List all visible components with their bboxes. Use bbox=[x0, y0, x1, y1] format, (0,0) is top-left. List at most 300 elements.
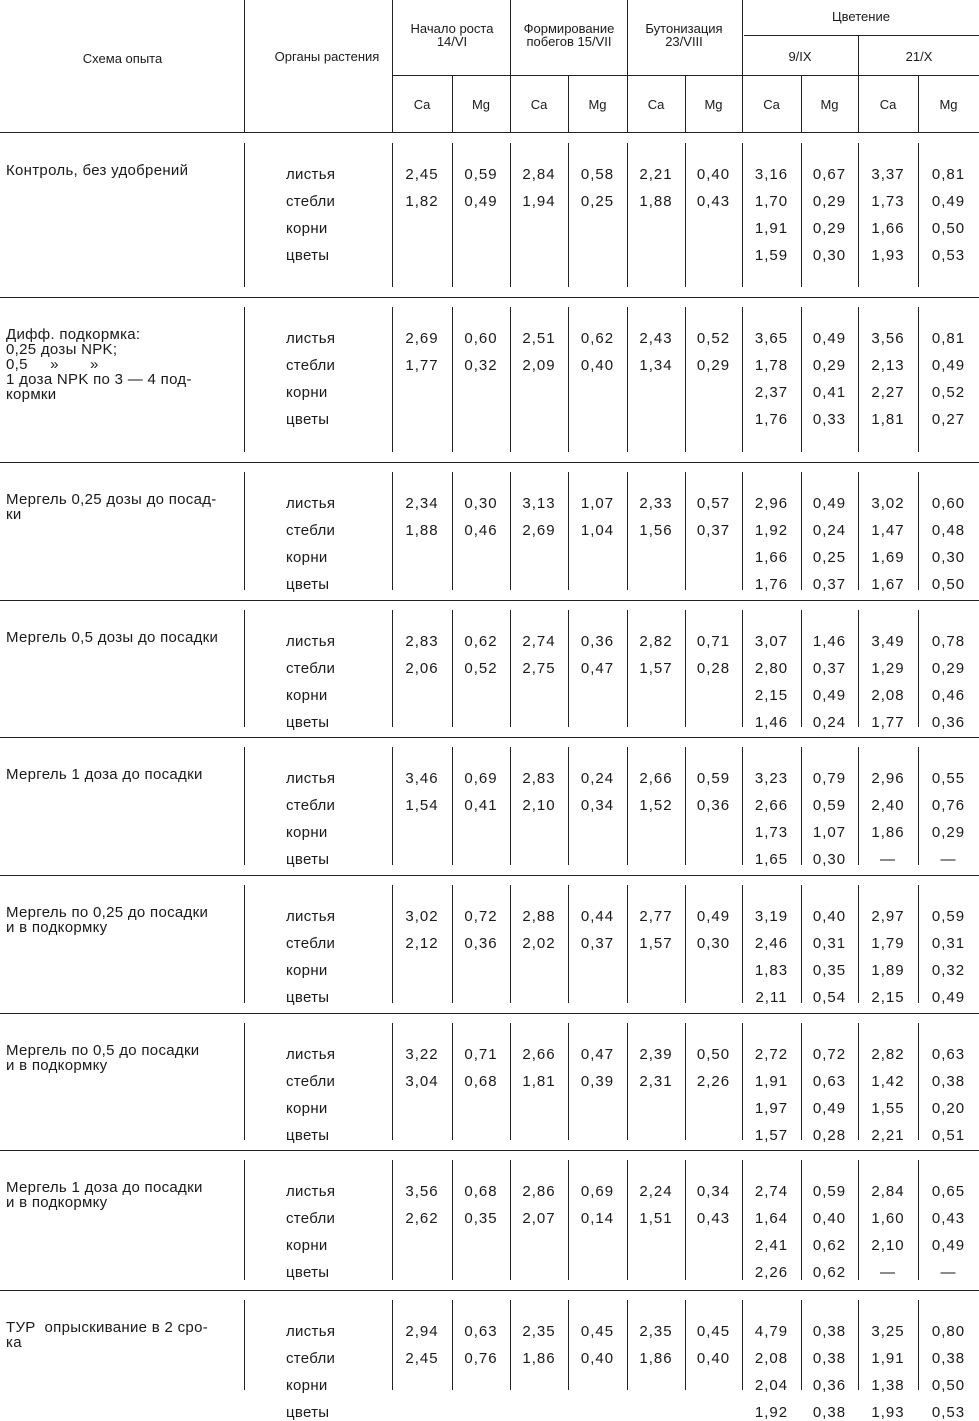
column-divider bbox=[858, 143, 859, 287]
table-cell: 2,15 bbox=[871, 989, 905, 1006]
table-cell: 2,45 bbox=[405, 166, 439, 183]
table-cell: 0,65 bbox=[931, 1183, 966, 1200]
table-cell: 2,26 bbox=[696, 1073, 731, 1090]
table-cell: 0,29 bbox=[812, 357, 847, 374]
scheme-label: Мергель 0,5 дозы до посадки bbox=[6, 629, 219, 646]
table-cell: 0,50 bbox=[931, 1377, 966, 1394]
table-cell: 0,34 bbox=[580, 797, 615, 814]
table-cell: 0,29 bbox=[696, 357, 731, 374]
table-cell: 0,29 bbox=[812, 193, 847, 210]
table-cell: 2,08 bbox=[754, 1350, 789, 1367]
table-cell: 0,63 bbox=[931, 1046, 966, 1063]
table-cell: 1,82 bbox=[405, 193, 439, 210]
table-cell: 1,93 bbox=[871, 247, 905, 264]
column-divider bbox=[392, 1300, 393, 1390]
organ-label: листья bbox=[286, 495, 336, 512]
table-cell: 2,33 bbox=[639, 495, 673, 512]
table-cell: 2,97 bbox=[871, 908, 905, 925]
table-cell: 2,34 bbox=[405, 495, 439, 512]
table-cell: 0,30 bbox=[812, 851, 847, 868]
table-cell: 1,79 bbox=[871, 935, 905, 952]
table-cell: 0,45 bbox=[580, 1323, 615, 1340]
table-cell: 0,25 bbox=[812, 549, 847, 566]
table-cell: 2,45 bbox=[405, 1350, 439, 1367]
table-cell: 3,02 bbox=[871, 495, 905, 512]
table-cell: 0,40 bbox=[580, 1350, 615, 1367]
table-cell: 0,43 bbox=[696, 1210, 731, 1227]
column-divider bbox=[244, 1160, 245, 1280]
organ-label: корни bbox=[286, 1237, 328, 1254]
table-cell: 0,68 bbox=[464, 1073, 498, 1090]
table-cell: 0,57 bbox=[696, 495, 731, 512]
table-cell: 0,51 bbox=[931, 1127, 966, 1144]
organ-label: корни bbox=[286, 1100, 328, 1117]
organ-label: корни bbox=[286, 384, 328, 401]
organ-label: листья bbox=[286, 1183, 336, 1200]
table-cell: 2,51 bbox=[522, 330, 556, 347]
table-cell: 3,16 bbox=[754, 166, 789, 183]
table-cell: 0,36 bbox=[464, 935, 498, 952]
table-cell: 0,55 bbox=[931, 770, 966, 787]
table-cell: 1,69 bbox=[871, 549, 905, 566]
header-divider bbox=[742, 0, 743, 132]
column-divider bbox=[510, 307, 511, 452]
table-cell: 1,57 bbox=[754, 1127, 789, 1144]
table-cell: 2,40 bbox=[871, 797, 905, 814]
organ-label: цветы bbox=[286, 714, 330, 731]
column-divider bbox=[742, 143, 743, 287]
table-cell: 0,63 bbox=[464, 1323, 498, 1340]
column-divider bbox=[568, 1300, 569, 1390]
table-cell: 2,06 bbox=[405, 660, 439, 677]
column-divider bbox=[685, 1300, 686, 1390]
table-cell: 2,10 bbox=[522, 797, 556, 814]
table-cell: 0,60 bbox=[464, 330, 498, 347]
table-cell: 2,84 bbox=[871, 1183, 905, 1200]
table-cell: 0,49 bbox=[931, 989, 966, 1006]
table-cell: 0,49 bbox=[812, 330, 847, 347]
table-cell: 1,97 bbox=[754, 1100, 789, 1117]
column-divider bbox=[801, 307, 802, 452]
subheader-mg: Mg bbox=[704, 97, 723, 112]
column-divider bbox=[244, 143, 245, 287]
table-cell: 0,33 bbox=[812, 411, 847, 428]
column-divider bbox=[244, 610, 245, 727]
group-separator bbox=[0, 1290, 979, 1291]
organ-label: стебли bbox=[286, 935, 336, 952]
table-cell: 0,40 bbox=[696, 1350, 731, 1367]
table-cell: 0,32 bbox=[464, 357, 498, 374]
table-cell: 0,79 bbox=[812, 770, 847, 787]
table-cell: 0,72 bbox=[812, 1046, 847, 1063]
table-cell: 1,77 bbox=[871, 714, 905, 731]
table-cell: 0,40 bbox=[812, 1210, 847, 1227]
organ-label: листья bbox=[286, 166, 336, 183]
table-cell: 2,02 bbox=[522, 935, 556, 952]
table-cell: 1,57 bbox=[639, 935, 673, 952]
table-cell: 0,59 bbox=[464, 166, 498, 183]
table-cell: 0,41 bbox=[464, 797, 498, 814]
group-separator bbox=[0, 737, 979, 738]
organ-label: стебли bbox=[286, 660, 336, 677]
table-cell: 3,23 bbox=[754, 770, 789, 787]
organ-label: цветы bbox=[286, 989, 330, 1006]
table-cell: 1,07 bbox=[812, 824, 847, 841]
table-cell: 3,19 bbox=[754, 908, 789, 925]
table-cell: 1,59 bbox=[754, 247, 789, 264]
column-divider bbox=[244, 747, 245, 865]
table-cell: 3,02 bbox=[405, 908, 439, 925]
table-cell: 1,34 bbox=[639, 357, 673, 374]
header-rule-bottom bbox=[0, 132, 979, 133]
table-cell: 0,27 bbox=[931, 411, 966, 428]
scheme-label: Контроль, без удобрений bbox=[6, 162, 189, 179]
table-cell: 2,74 bbox=[522, 633, 556, 650]
table-cell: 0,28 bbox=[696, 660, 731, 677]
table-cell: 1,93 bbox=[871, 1404, 905, 1421]
table-cell: 2,94 bbox=[405, 1323, 439, 1340]
table-cell: 1,65 bbox=[754, 851, 789, 868]
table-cell: 0,59 bbox=[812, 1183, 847, 1200]
organ-label: стебли bbox=[286, 357, 336, 374]
table-cell: 2,09 bbox=[522, 357, 556, 374]
table-cell: 2,26 bbox=[754, 1264, 789, 1281]
table-cell: 0,50 bbox=[931, 220, 966, 237]
table-cell: 3,25 bbox=[871, 1323, 905, 1340]
table-cell: 0,62 bbox=[464, 633, 498, 650]
header-divider bbox=[244, 0, 245, 132]
header-flowering: Цветение bbox=[832, 9, 890, 24]
table-cell: 2,86 bbox=[522, 1183, 556, 1200]
table-cell: 1,67 bbox=[871, 576, 905, 593]
table-cell: 3,56 bbox=[405, 1183, 439, 1200]
table-cell: 2,11 bbox=[755, 989, 788, 1006]
organ-label: цветы bbox=[286, 576, 330, 593]
table-cell: 2,82 bbox=[871, 1046, 905, 1063]
table-cell: 0,52 bbox=[464, 660, 498, 677]
header-growth-start: Начало роста 14/VI bbox=[410, 21, 494, 49]
table-cell: 1,07 bbox=[580, 495, 615, 512]
table-cell: 0,37 bbox=[812, 576, 847, 593]
table-cell: 0,30 bbox=[812, 247, 847, 264]
table-cell: 0,59 bbox=[931, 908, 966, 925]
table-cell: 2,96 bbox=[871, 770, 905, 787]
subheader-mg: Mg bbox=[471, 97, 491, 112]
table-cell: 1,47 bbox=[871, 522, 905, 539]
column-divider bbox=[244, 472, 245, 590]
table-cell: 1,73 bbox=[754, 824, 789, 841]
table-cell: 0,49 bbox=[812, 1100, 847, 1117]
table-cell: 2,83 bbox=[405, 633, 439, 650]
column-divider bbox=[742, 1300, 743, 1390]
organ-label: цветы bbox=[286, 411, 330, 428]
table-cell: 0,59 bbox=[812, 797, 847, 814]
header-divider bbox=[510, 0, 511, 132]
table-cell: 2,77 bbox=[639, 908, 673, 925]
column-divider bbox=[392, 143, 393, 287]
subheader-ca: Ca bbox=[530, 97, 548, 112]
table-cell: 3,04 bbox=[405, 1073, 439, 1090]
table-cell: 0,34 bbox=[696, 1183, 731, 1200]
table-cell: 0,40 bbox=[696, 166, 731, 183]
table-cell: 2,66 bbox=[639, 770, 673, 787]
table-cell: 2,13 bbox=[871, 357, 905, 374]
table-cell: 0,24 bbox=[580, 770, 615, 787]
group-separator bbox=[0, 297, 979, 298]
table-cell: 2,66 bbox=[522, 1046, 556, 1063]
organ-label: листья bbox=[286, 633, 336, 650]
table-cell: 2,04 bbox=[754, 1377, 789, 1394]
column-divider bbox=[858, 1300, 859, 1390]
table-cell: 1,52 bbox=[639, 797, 673, 814]
table-cell: 3,49 bbox=[871, 633, 905, 650]
table-cell: 1,77 bbox=[405, 357, 439, 374]
table-cell: 0,71 bbox=[696, 633, 731, 650]
table-cell: 1,66 bbox=[754, 549, 789, 566]
table-cell: 0,36 bbox=[580, 633, 615, 650]
table-cell: 0,67 bbox=[812, 166, 847, 183]
table-cell: 1,91 bbox=[871, 1350, 905, 1367]
table-cell: 0,39 bbox=[580, 1073, 615, 1090]
table-cell: 0,76 bbox=[464, 1350, 498, 1367]
table-cell: 2,43 bbox=[639, 330, 673, 347]
table-cell: 0,30 bbox=[464, 495, 498, 512]
table-cell: 1,55 bbox=[871, 1100, 905, 1117]
table-cell: 0,35 bbox=[812, 962, 847, 979]
table-cell: 2,75 bbox=[522, 660, 556, 677]
header-date-21x: 21/X bbox=[905, 49, 933, 64]
table-cell: 0,45 bbox=[696, 1323, 731, 1340]
organ-label: стебли bbox=[286, 1210, 336, 1227]
column-divider bbox=[452, 1300, 453, 1390]
table-cell: 2,24 bbox=[639, 1183, 673, 1200]
column-divider bbox=[627, 143, 628, 287]
table-cell: 2,10 bbox=[871, 1237, 905, 1254]
organ-label: стебли bbox=[286, 1350, 336, 1367]
organ-label: цветы bbox=[286, 1404, 330, 1421]
organ-label: стебли bbox=[286, 797, 336, 814]
table-cell: 1,04 bbox=[580, 522, 615, 539]
table-cell: 0,29 bbox=[931, 660, 966, 677]
table-cell: 1,38 bbox=[871, 1377, 905, 1394]
column-divider bbox=[685, 307, 686, 452]
column-divider bbox=[244, 885, 245, 1003]
table-cell: 2,69 bbox=[405, 330, 439, 347]
header-organs: Органы растения bbox=[274, 49, 380, 64]
header-date-9ix: 9/IX bbox=[788, 49, 812, 64]
column-divider bbox=[244, 307, 245, 452]
table-cell: 3,37 bbox=[871, 166, 905, 183]
scheme-label: Мергель 0,25 дозы до посад- ки bbox=[6, 491, 217, 523]
column-divider bbox=[510, 143, 511, 287]
table-cell: 0,14 bbox=[580, 1210, 615, 1227]
column-divider bbox=[858, 307, 859, 452]
table-cell: 1,78 bbox=[754, 357, 789, 374]
table-cell: — bbox=[940, 851, 957, 868]
table-cell: 2,72 bbox=[754, 1046, 789, 1063]
organ-label: корни bbox=[286, 687, 328, 704]
table-cell: 0,37 bbox=[696, 522, 731, 539]
table-cell: 0,59 bbox=[696, 770, 731, 787]
table-cell: 0,63 bbox=[812, 1073, 847, 1090]
column-divider bbox=[627, 1300, 628, 1390]
table-cell: 0,46 bbox=[931, 687, 966, 704]
group-separator bbox=[0, 462, 979, 463]
table-cell: 0,68 bbox=[464, 1183, 498, 1200]
column-divider bbox=[244, 1300, 245, 1390]
table-cell: 1,89 bbox=[871, 962, 905, 979]
table-cell: 0,40 bbox=[812, 908, 847, 925]
table-cell: 0,38 bbox=[812, 1350, 847, 1367]
table-cell: 2,83 bbox=[522, 770, 556, 787]
table-cell: 1,70 bbox=[754, 193, 789, 210]
table-cell: — bbox=[880, 1264, 896, 1281]
subheader-mg: Mg bbox=[939, 97, 958, 112]
table-cell: 0,49 bbox=[812, 687, 847, 704]
group-separator bbox=[0, 600, 979, 601]
table-cell: 0,69 bbox=[580, 1183, 615, 1200]
table-cell: 0,49 bbox=[931, 357, 966, 374]
table-cell: 1,46 bbox=[754, 714, 789, 731]
header-divider bbox=[627, 0, 628, 132]
scheme-label: Мергель по 0,5 до посадки и в подкормку bbox=[6, 1042, 200, 1074]
header-divider bbox=[392, 0, 393, 132]
table-cell: 0,71 bbox=[464, 1046, 498, 1063]
column-divider bbox=[627, 307, 628, 452]
table-cell: 0,47 bbox=[580, 1046, 615, 1063]
table-cell: 4,79 bbox=[754, 1323, 789, 1340]
table-cell: 2,07 bbox=[522, 1210, 556, 1227]
table-cell: — bbox=[940, 1264, 957, 1281]
table-cell: 2,41 bbox=[754, 1237, 789, 1254]
header-shoot-formation: Формирование побегов 15/VII bbox=[523, 21, 615, 49]
organ-label: корни bbox=[286, 1377, 328, 1394]
column-divider bbox=[918, 143, 919, 287]
table-cell: 3,07 bbox=[754, 633, 789, 650]
table-cell: 0,53 bbox=[931, 247, 966, 264]
table-cell: 0,25 bbox=[580, 193, 615, 210]
table-cell: 0,49 bbox=[812, 495, 847, 512]
table-cell: 3,56 bbox=[871, 330, 905, 347]
table-cell: 1,60 bbox=[871, 1210, 905, 1227]
table-cell: 1,88 bbox=[405, 522, 439, 539]
table-cell: 2,15 bbox=[754, 687, 789, 704]
organ-label: корни bbox=[286, 962, 328, 979]
table-cell: 1,91 bbox=[754, 220, 789, 237]
table-cell: 0,76 bbox=[931, 797, 966, 814]
table-cell: 2,35 bbox=[522, 1323, 556, 1340]
table-cell: 0,54 bbox=[812, 989, 847, 1006]
table-cell: 3,22 bbox=[405, 1046, 439, 1063]
table-cell: 1,57 bbox=[639, 660, 673, 677]
table-cell: 0,24 bbox=[812, 522, 847, 539]
table-cell: 2,31 bbox=[639, 1073, 673, 1090]
column-divider bbox=[685, 143, 686, 287]
table-cell: 1,66 bbox=[871, 220, 905, 237]
header-scheme: Схема опыта bbox=[82, 51, 163, 66]
column-divider bbox=[452, 143, 453, 287]
table-cell: 1,64 bbox=[754, 1210, 789, 1227]
subheader-ca: Ca bbox=[879, 97, 897, 112]
table-cell: 0,38 bbox=[931, 1073, 966, 1090]
table-cell: 1,56 bbox=[639, 522, 673, 539]
subheader-ca: Ca bbox=[413, 97, 431, 112]
table-cell: 0,44 bbox=[580, 908, 615, 925]
table-cell: 2,66 bbox=[754, 797, 789, 814]
table-cell: 0,50 bbox=[931, 576, 966, 593]
table-cell: 1,76 bbox=[754, 411, 789, 428]
table-cell: 0,43 bbox=[931, 1210, 966, 1227]
table-cell: 0,62 bbox=[580, 330, 615, 347]
table-cell: 0,38 bbox=[812, 1404, 847, 1421]
table-cell: 1,54 bbox=[405, 797, 439, 814]
table-cell: 0,43 bbox=[696, 193, 731, 210]
table-cell: 0,53 bbox=[931, 1404, 966, 1421]
table-cell: 2,69 bbox=[522, 522, 556, 539]
column-divider bbox=[801, 143, 802, 287]
organ-label: листья bbox=[286, 1046, 336, 1063]
scheme-label: Мергель 1 доза до посадки и в подкормку bbox=[6, 1179, 203, 1211]
table-cell: 0,31 bbox=[931, 935, 966, 952]
table-cell: 0,20 bbox=[931, 1100, 966, 1117]
table-cell: 0,29 bbox=[812, 220, 847, 237]
table-cell: 0,41 bbox=[812, 384, 847, 401]
table-cell: 0,38 bbox=[931, 1350, 966, 1367]
table-cell: 2,21 bbox=[871, 1127, 905, 1144]
column-divider bbox=[918, 1300, 919, 1390]
column-divider bbox=[452, 307, 453, 452]
table-cell: 2,88 bbox=[522, 908, 556, 925]
table-cell: 1,81 bbox=[522, 1073, 556, 1090]
table-cell: 1,94 bbox=[522, 193, 556, 210]
table-cell: 0,36 bbox=[812, 1377, 847, 1394]
group-separator bbox=[0, 875, 979, 876]
organ-label: корни bbox=[286, 549, 328, 566]
table-cell: 3,46 bbox=[405, 770, 439, 787]
table-cell: 1,76 bbox=[754, 576, 789, 593]
table-cell: 0,28 bbox=[812, 1127, 847, 1144]
organ-label: стебли bbox=[286, 522, 336, 539]
header-budding: Бутонизация 23/VIII bbox=[645, 21, 723, 49]
table-cell: 1,92 bbox=[754, 522, 789, 539]
table-cell: 0,38 bbox=[812, 1323, 847, 1340]
table-cell: 1,88 bbox=[639, 193, 673, 210]
organ-label: стебли bbox=[286, 193, 336, 210]
header-divider bbox=[858, 36, 859, 132]
table-cell: 2,96 bbox=[754, 495, 789, 512]
table-cell: 0,49 bbox=[696, 908, 731, 925]
table-cell: 2,84 bbox=[522, 166, 556, 183]
organ-label: корни bbox=[286, 824, 328, 841]
table-cell: 2,39 bbox=[639, 1046, 673, 1063]
column-divider bbox=[568, 307, 569, 452]
table-cell: 0,35 bbox=[464, 1210, 498, 1227]
table-cell: 2,08 bbox=[871, 687, 905, 704]
subheader-ca: Ca bbox=[647, 97, 665, 112]
table-cell: — bbox=[880, 851, 896, 868]
table-cell: 0,37 bbox=[580, 935, 615, 952]
organ-label: цветы bbox=[286, 247, 330, 264]
table-cell: 0,81 bbox=[931, 166, 966, 183]
scheme-label: Дифф. подкормка: 0,25 дозы NPK; 0,5 » » 1 доза NPK по 3 — 4 под- кормки bbox=[6, 326, 192, 403]
table-cell: 0,31 bbox=[812, 935, 847, 952]
table-cell: 2,37 bbox=[754, 384, 789, 401]
table-cell: 1,83 bbox=[754, 962, 789, 979]
table-cell: 0,52 bbox=[696, 330, 731, 347]
table-cell: 1,92 bbox=[754, 1404, 789, 1421]
table-cell: 0,69 bbox=[464, 770, 498, 787]
table-cell: 0,37 bbox=[812, 660, 847, 677]
